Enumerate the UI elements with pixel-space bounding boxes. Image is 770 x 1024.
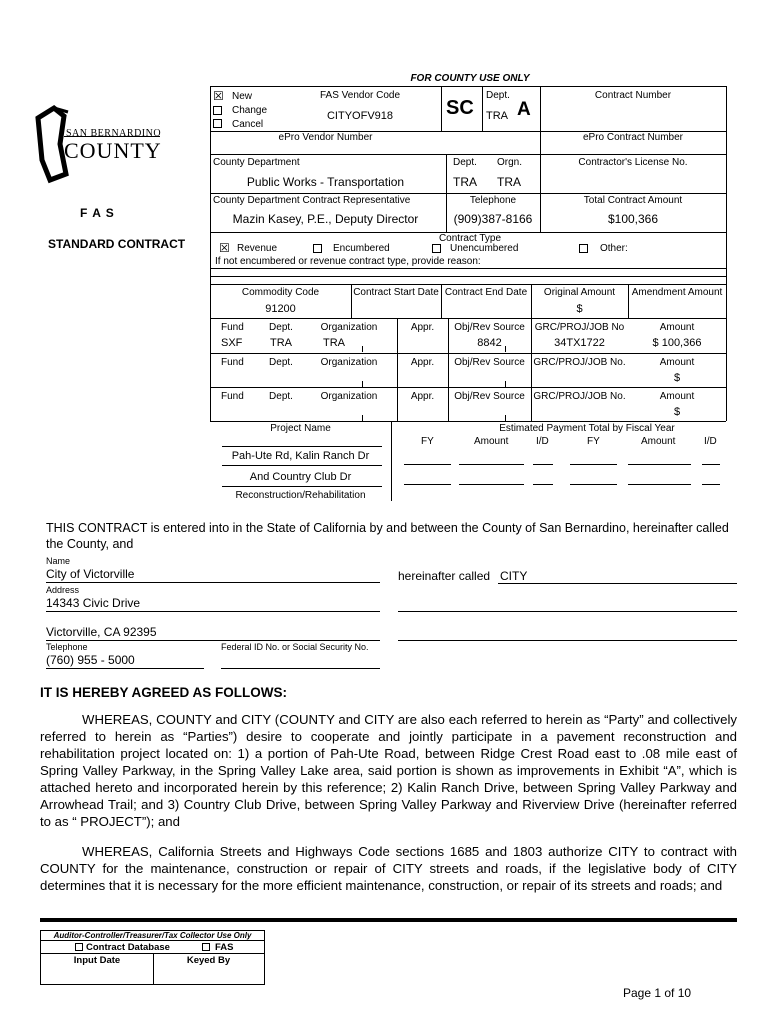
separator-tick [362,381,363,387]
encumbered-label: Encumbered [333,243,390,254]
auditor-box [40,930,265,985]
fy-label-2: FY [587,436,600,447]
rep-label: County Department Contract Representative [213,195,411,206]
fund-row-2-obj-label: Obj/Rev Source [454,357,525,368]
cancel-label: Cancel [232,119,264,130]
sc-code: SC [446,97,474,119]
estimated-payment-label: Estimated Payment Total by Fiscal Year [499,423,675,434]
separator-tick [362,346,363,352]
auditor-title: Auditor-Controller/Treasurer/Tax Collector Use Only [41,931,264,941]
commodity-code-label: Commodity Code [241,287,320,298]
fund-row-1-appr-label: Appr. [410,322,435,333]
keyed-by-label: Keyed By [186,955,231,966]
orgn-label: Orgn. [497,157,523,168]
fy-label-1: FY [421,436,434,447]
end-date-label: Contract End Date [444,287,528,298]
fas-label: FAS [215,942,234,953]
recital-paragraph-1: WHEREAS, COUNTY and CITY (COUNTY and CITY are also each referred to herein as “Party” and collectively referred to herein as “Parties”) desire to cooperate and jointly participate in a pavement reconstruction and rehabilitation project located on: 1) a portion of Pah-Ute Road, between Ridge Crest Road east to .08 mile east of Spring Valley Parkway, in the Spring Valley Lake area, said portion is shown as improvements in Exhibit “A”, which is attached hereto and incorporated herein by this reference; 2) Kalin Ranch Drive, between Spring Valley Parkway and Arrowhead Trail; and 3) Country Club Drive, between Spring Valley Parkway and Riverview Drive (hereinafter referred to as “ PROJECT”); and [40,712,737,829]
page-number: Page 1 of 10 [623,986,692,1000]
fund-row-3-grc-label: GRC/PROJ/JOB No. [533,391,626,402]
hereinafter-label: hereinafter called [398,569,491,583]
fas-vendor-code-value: CITYOFV918 [326,110,394,122]
total-label: Total Contract Amount [583,195,683,206]
contract-number-label: Contract Number [594,90,672,101]
change-label: Change [232,105,268,116]
fund-row-3-amount-label: Amount [659,391,695,402]
fund-row-2-grc-label: GRC/PROJ/JOB No. [533,357,626,368]
fund-row-1-dept-value: TRA [270,337,292,349]
fund-row-1-dept-label: Dept. [269,322,293,333]
fund-row-1-fund-label: Fund [221,322,244,333]
fund-row-2-org-label: Organization [320,357,378,368]
tel-label: Telephone [469,195,517,206]
contract-database-label: Contract Database [86,942,170,953]
standard-contract-title: STANDARD CONTRACT [48,237,186,251]
change-checkbox[interactable] [213,106,222,115]
epro-contract-label: ePro Contract Number [582,132,684,143]
fund-row-2-fund-label: Fund [221,357,244,368]
contract-intro: THIS CONTRACT is entered into in the State of California by and between the County of San Bernardino, hereinafter called the County, and [46,521,729,551]
fund-row-1-grc-label: GRC/PROJ/JOB No [534,322,625,333]
fund-row-1-obj-label: Obj/Rev Source [454,322,525,333]
address-label: Address [46,585,80,595]
project-line3: Reconstruction/Rehabilitation [235,490,366,501]
fund-row-3-appr-label: Appr. [410,391,435,402]
amount-label-1: Amount [474,436,509,447]
fund-row-1-amount-value: $ 100,366 [652,337,702,349]
encumbered-checkbox[interactable] [313,244,322,253]
agreed-heading: IT IS HEREBY AGREED AS FOLLOWS: [40,685,288,700]
unencumbered-checkbox[interactable] [432,244,441,253]
address-line2: Victorville, CA 92395 [46,625,157,639]
fund-row-1-obj-value: 8842 [477,337,502,349]
project-name-label: Project Name [270,423,331,434]
fund-row-1-grc-value: 34TX1722 [554,337,605,349]
fund-row-3-dept-label: Dept. [269,391,293,402]
separator-tick [505,415,506,421]
revenue-label: Revenue [237,243,278,254]
fas-vendor-code-label: FAS Vendor Code [319,90,401,101]
fund-row-2-amount-value: $ [673,372,681,384]
epro-vendor-label: ePro Vendor Number [278,132,373,143]
recital-paragraph-2: WHEREAS, California Streets and Highways Code sections 1685 and 1803 authorize CITY to contract with COUNTY for the maintenance, construction or repair of CITY streets and roads, if the legislative body of CITY determines that it is necessary for the more efficient maintenance, construction, or repair of its streets and roads; and [40,844,737,893]
id-label-2: I/D [704,436,717,447]
logo-text-top: SAN BERNARDINO [66,128,162,139]
tel-value: (909)387-8166 [453,212,533,226]
telephone-label: Telephone [46,642,88,652]
project-line1: Pah-Ute Rd, Kalin Ranch Dr [231,450,370,462]
contract-database-checkbox[interactable] [75,943,83,951]
id-label-1: I/D [536,436,549,447]
unencumbered-label: Unencumbered [450,243,519,254]
fas-checkbox[interactable] [202,943,210,951]
logo-text-county: COUNTY [64,138,162,163]
fund-row-3-obj-label: Obj/Rev Source [454,391,525,402]
total-value: $100,366 [607,212,659,226]
fund-row-1-fund-value: SXF [221,337,243,349]
cancel-checkbox[interactable] [213,119,222,128]
dept-suffix-a: A [517,99,531,120]
telephone-value: (760) 955 - 5000 [46,653,135,667]
new-label: New [232,91,253,102]
amendment-amount-label: Amendment Amount [631,287,723,298]
fund-row-1-org-label: Organization [320,322,378,333]
fund-row-3-fund-label: Fund [221,391,244,402]
input-date-label: Input Date [73,955,121,966]
start-date-label: Contract Start Date [353,287,439,298]
dept-code-value: TRA [453,175,477,189]
original-amount-label: Original Amount [543,287,616,298]
address-line1: 14343 Civic Drive [46,596,141,610]
dept-label: Dept. [486,90,510,101]
name-label: Name [46,556,71,566]
fund-row-2-amount-label: Amount [659,357,695,368]
fund-row-2-dept-label: Dept. [269,357,293,368]
federal-id-label: Federal ID No. or Social Security No. [221,642,369,652]
new-checkbox[interactable]: ☒ [213,89,224,103]
name-value: City of Victorville [46,567,135,581]
fund-row-1-org-value: TRA [323,337,345,349]
county-dept-value: Public Works - Transportation [246,175,405,189]
separator-tick [505,346,506,352]
dept-code-label: Dept. [453,157,477,168]
reason-label: If not encumbered or revenue contract type, provide reason: [215,256,481,267]
other-label: Other: [600,243,628,254]
project-line2: And Country Club Dr [249,471,352,483]
for-county-use-heading: FOR COUNTY USE ONLY [410,73,530,84]
fund-row-3-amount-value: $ [673,406,681,418]
revenue-checkbox[interactable]: ☒ [219,241,230,255]
separator-tick [505,381,506,387]
commodity-code-value: 91200 [265,303,296,315]
dept-value: TRA [486,110,508,122]
original-amount-value: $ [576,303,583,315]
county-logo [34,104,164,184]
fund-row-3-org-label: Organization [320,391,378,402]
footer-rule [40,918,737,922]
county-dept-label: County Department [213,157,300,168]
logo-rule [64,136,160,137]
hereinafter-value: CITY [500,569,528,583]
orgn-value: TRA [497,175,521,189]
fas-title: F A S [80,206,115,220]
amount-label-2: Amount [641,436,676,447]
other-checkbox[interactable] [579,244,588,253]
fund-row-1-amount-label: Amount [659,322,695,333]
license-label: Contractor's License No. [578,157,688,168]
contract-type-label: Contract Type [438,233,502,244]
fund-row-2-appr-label: Appr. [410,357,435,368]
rep-value: Mazin Kasey, P.E., Deputy Director [232,212,419,226]
separator-tick [362,415,363,421]
